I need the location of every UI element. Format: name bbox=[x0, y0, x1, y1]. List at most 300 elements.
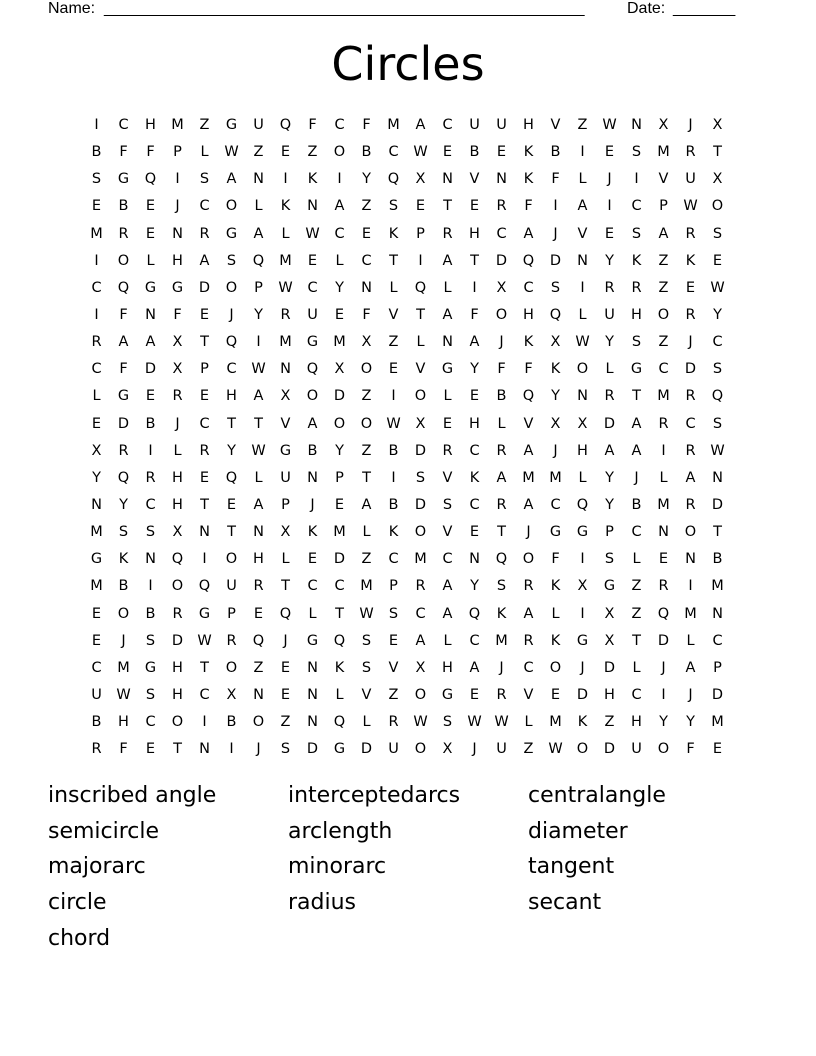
grid-letter: N bbox=[631, 117, 642, 133]
grid-letter: Q bbox=[333, 714, 346, 731]
grid-letter: F bbox=[362, 306, 371, 323]
grid-letter: M bbox=[657, 496, 670, 513]
grid-letter: M bbox=[549, 469, 562, 486]
grid-letter: E bbox=[253, 605, 264, 622]
grid-letter: L bbox=[686, 632, 695, 649]
grid-letter: Z bbox=[523, 741, 534, 758]
grid-letter: M bbox=[90, 524, 103, 541]
grid-letter: X bbox=[280, 524, 291, 541]
grid-letter: M bbox=[90, 225, 103, 242]
grid-letter: S bbox=[550, 279, 561, 296]
grid-letter: C bbox=[523, 659, 534, 676]
grid-letter: O bbox=[171, 578, 184, 595]
grid-letter: E bbox=[280, 659, 291, 676]
grid-letter: H bbox=[172, 252, 183, 269]
grid-letter: T bbox=[281, 578, 290, 595]
grid-letter: C bbox=[658, 361, 669, 378]
grid-letter: M bbox=[279, 252, 292, 269]
grid-letter: U bbox=[280, 469, 291, 486]
grid-letter: E bbox=[145, 225, 156, 242]
grid-letter: R bbox=[685, 442, 696, 459]
grid-letter: Z bbox=[307, 144, 318, 161]
word-list-item: diameter bbox=[528, 818, 628, 844]
grid-letter: K bbox=[118, 551, 129, 568]
grid-letter: H bbox=[523, 306, 534, 323]
grid-letter: L bbox=[362, 524, 371, 541]
grid-letter: K bbox=[577, 714, 588, 731]
grid-letter: T bbox=[227, 524, 236, 541]
grid-letter: Y bbox=[119, 496, 128, 513]
grid-letter: H bbox=[226, 388, 237, 405]
grid-letter: U bbox=[307, 306, 318, 323]
grid-letter: E bbox=[91, 415, 102, 432]
grid-letter: O bbox=[225, 659, 238, 676]
grid-letter: L bbox=[254, 198, 263, 215]
grid-letter: Q bbox=[711, 388, 724, 405]
grid-letter: A bbox=[226, 171, 237, 188]
grid-letter: R bbox=[91, 334, 102, 351]
grid-letter: B bbox=[712, 551, 723, 568]
grid-letter: O bbox=[333, 415, 346, 432]
grid-letter: S bbox=[361, 632, 372, 649]
grid-letter: O bbox=[684, 524, 697, 541]
grid-letter: I bbox=[661, 442, 666, 459]
grid-letter: L bbox=[173, 442, 182, 459]
grid-letter: Q bbox=[198, 578, 211, 595]
grid-letter: N bbox=[577, 388, 588, 405]
grid-letter: M bbox=[360, 578, 373, 595]
grid-letter: A bbox=[253, 496, 264, 513]
grid-letter: L bbox=[389, 279, 398, 296]
grid-letter: R bbox=[496, 442, 507, 459]
word-list-item: centralangle bbox=[528, 783, 666, 808]
grid-letter: C bbox=[199, 415, 210, 432]
grid-letter: M bbox=[711, 578, 724, 595]
letter-grid bbox=[83, 115, 731, 766]
grid-letter: X bbox=[496, 279, 507, 296]
grid-letter: P bbox=[200, 361, 209, 378]
grid-letter: G bbox=[198, 605, 211, 622]
grid-letter: A bbox=[496, 469, 507, 486]
grid-letter: F bbox=[470, 306, 479, 323]
grid-letter: F bbox=[308, 117, 317, 133]
grid-letter: O bbox=[414, 686, 427, 703]
grid-letter: M bbox=[684, 605, 697, 622]
grid-letter: L bbox=[497, 415, 506, 432]
grid-letter: G bbox=[171, 279, 184, 296]
grid-letter: K bbox=[469, 469, 480, 486]
grid-letter: I bbox=[94, 117, 99, 133]
grid-letter: R bbox=[496, 198, 507, 215]
grid-letter: G bbox=[576, 524, 589, 541]
grid-letter: Q bbox=[522, 388, 535, 405]
grid-letter: N bbox=[253, 171, 264, 188]
grid-letter: R bbox=[523, 632, 534, 649]
grid-letter: A bbox=[658, 225, 669, 242]
grid-letter: I bbox=[634, 171, 639, 188]
grid-letter: F bbox=[686, 741, 695, 758]
grid-letter: C bbox=[334, 578, 345, 595]
grid-letter: L bbox=[443, 388, 452, 405]
grid-letter: A bbox=[442, 605, 453, 622]
word-list-item: chord bbox=[48, 925, 111, 951]
grid-letter: I bbox=[175, 171, 180, 188]
grid-letter: E bbox=[469, 686, 480, 703]
grid-letter: R bbox=[685, 306, 696, 323]
grid-letter: C bbox=[712, 632, 723, 649]
grid-letter: T bbox=[470, 252, 479, 269]
grid-letter: Z bbox=[658, 252, 669, 269]
grid-letter: X bbox=[658, 117, 669, 133]
grid-letter: B bbox=[631, 496, 642, 513]
grid-letter: X bbox=[361, 334, 372, 351]
grid-letter: C bbox=[91, 361, 102, 378]
grid-letter: E bbox=[712, 252, 723, 269]
grid-letter: L bbox=[92, 388, 101, 405]
grid-letter: W bbox=[710, 279, 725, 296]
grid-letter: R bbox=[496, 686, 507, 703]
grid-letter: H bbox=[172, 686, 183, 703]
grid-letter: M bbox=[657, 144, 670, 161]
grid-letter: Z bbox=[253, 144, 264, 161]
grid-letter: V bbox=[658, 171, 669, 188]
grid-letter: D bbox=[171, 632, 184, 649]
grid-letter: H bbox=[253, 551, 264, 568]
grid-letter: X bbox=[550, 334, 561, 351]
word-list-item: majorarc bbox=[48, 854, 146, 880]
grid-letter: Q bbox=[576, 496, 589, 513]
grid-letter: Q bbox=[657, 605, 670, 622]
grid-letter: C bbox=[496, 225, 507, 242]
grid-letter: K bbox=[523, 334, 534, 351]
grid-letter: R bbox=[658, 415, 669, 432]
grid-letter: M bbox=[414, 551, 427, 568]
date-field[interactable]: _______ bbox=[673, 0, 736, 17]
grid-letter: J bbox=[256, 741, 261, 758]
grid-letter: D bbox=[333, 551, 346, 568]
grid-letter: Y bbox=[335, 442, 344, 459]
grid-letter: K bbox=[523, 144, 534, 161]
grid-letter: X bbox=[334, 361, 345, 378]
grid-letter: M bbox=[90, 578, 103, 595]
grid-letter: Y bbox=[254, 306, 263, 323]
grid-letter: H bbox=[523, 117, 534, 133]
grid-letter: Z bbox=[199, 117, 210, 133]
grid-letter: E bbox=[145, 198, 156, 215]
grid-letter: V bbox=[469, 171, 480, 188]
grid-letter: C bbox=[712, 334, 723, 351]
grid-letter: T bbox=[443, 198, 452, 215]
grid-letter: K bbox=[388, 524, 399, 541]
grid-letter: T bbox=[254, 415, 263, 432]
grid-letter: Q bbox=[468, 605, 481, 622]
grid-letter: W bbox=[278, 279, 293, 296]
grid-letter: D bbox=[117, 415, 130, 432]
grid-letter: E bbox=[226, 496, 237, 513]
grid-letter: N bbox=[307, 714, 318, 731]
grid-letter: S bbox=[631, 144, 642, 161]
grid-letter: C bbox=[388, 144, 399, 161]
grid-letter: Q bbox=[279, 605, 292, 622]
grid-letter: A bbox=[577, 198, 588, 215]
grid-letter: S bbox=[712, 361, 723, 378]
word-list-item: radius bbox=[288, 890, 357, 916]
grid-letter: H bbox=[172, 496, 183, 513]
grid-letter: J bbox=[310, 496, 315, 513]
grid-letter: A bbox=[442, 578, 453, 595]
grid-letter: L bbox=[578, 306, 587, 323]
grid-letter: X bbox=[577, 415, 588, 432]
grid-letter: I bbox=[94, 252, 99, 269]
grid-letter: G bbox=[117, 388, 130, 405]
grid-letter: O bbox=[495, 306, 508, 323]
word-list-item: semicircle bbox=[48, 818, 160, 844]
grid-letter: V bbox=[388, 659, 399, 676]
grid-letter: Q bbox=[522, 252, 535, 269]
grid-letter: T bbox=[227, 415, 236, 432]
grid-letter: N bbox=[145, 551, 156, 568]
grid-letter: R bbox=[658, 578, 669, 595]
grid-letter: U bbox=[604, 306, 615, 323]
grid-letter: Y bbox=[686, 714, 695, 731]
grid-letter: R bbox=[91, 741, 102, 758]
name-field[interactable]: ______________________________________________________ bbox=[104, 0, 585, 17]
grid-letter: D bbox=[414, 496, 427, 513]
grid-letter: E bbox=[469, 388, 480, 405]
grid-letter: O bbox=[333, 144, 346, 161]
grid-letter: G bbox=[603, 578, 616, 595]
grid-letter: P bbox=[173, 144, 182, 161]
grid-letter: W bbox=[197, 632, 212, 649]
grid-letter: N bbox=[442, 171, 453, 188]
grid-letter: B bbox=[361, 144, 372, 161]
grid-letter: R bbox=[442, 225, 453, 242]
grid-letter: J bbox=[175, 198, 180, 215]
grid-letter: C bbox=[226, 361, 237, 378]
grid-letter: C bbox=[334, 225, 345, 242]
grid-letter: K bbox=[280, 198, 291, 215]
grid-letter: H bbox=[172, 469, 183, 486]
grid-letter: B bbox=[145, 605, 156, 622]
word-list-item: tangent bbox=[528, 854, 615, 880]
grid-letter: L bbox=[632, 551, 641, 568]
grid-letter: X bbox=[415, 171, 426, 188]
grid-letter: L bbox=[605, 361, 614, 378]
grid-letter: E bbox=[199, 306, 210, 323]
grid-letter: E bbox=[91, 605, 102, 622]
grid-letter: S bbox=[145, 686, 156, 703]
grid-letter: V bbox=[577, 225, 588, 242]
grid-letter: Q bbox=[495, 551, 508, 568]
grid-letter: U bbox=[496, 741, 507, 758]
grid-letter: Z bbox=[631, 578, 642, 595]
grid-letter: O bbox=[549, 659, 562, 676]
grid-letter: H bbox=[118, 714, 129, 731]
grid-letter: O bbox=[171, 714, 184, 731]
grid-letter: K bbox=[685, 252, 696, 269]
grid-letter: O bbox=[414, 741, 427, 758]
grid-letter: A bbox=[307, 415, 318, 432]
grid-letter: R bbox=[604, 279, 615, 296]
grid-letter: R bbox=[172, 388, 183, 405]
grid-letter: Y bbox=[227, 442, 236, 459]
grid-letter: F bbox=[146, 144, 155, 161]
page-title: Circles bbox=[331, 37, 485, 91]
grid-letter: L bbox=[416, 334, 425, 351]
grid-letter: U bbox=[685, 171, 696, 188]
grid-letter: T bbox=[497, 524, 506, 541]
grid-letter: L bbox=[551, 605, 560, 622]
grid-letter: R bbox=[685, 388, 696, 405]
grid-letter: O bbox=[576, 361, 589, 378]
grid-letter: H bbox=[631, 306, 642, 323]
grid-letter: D bbox=[711, 686, 724, 703]
grid-letter: C bbox=[307, 279, 318, 296]
grid-letter: N bbox=[658, 524, 669, 541]
grid-letter: I bbox=[553, 198, 558, 215]
grid-letter: Q bbox=[144, 171, 157, 188]
grid-letter: Z bbox=[361, 551, 372, 568]
grid-letter: P bbox=[227, 605, 236, 622]
grid-letter: O bbox=[522, 551, 535, 568]
grid-letter: X bbox=[91, 442, 102, 459]
grid-letter: A bbox=[523, 605, 534, 622]
grid-letter: I bbox=[391, 469, 396, 486]
grid-letter: J bbox=[688, 334, 693, 351]
grid-letter: I bbox=[607, 198, 612, 215]
grid-letter: R bbox=[199, 225, 210, 242]
grid-letter: S bbox=[388, 605, 399, 622]
grid-letter: S bbox=[118, 524, 129, 541]
grid-letter: Z bbox=[253, 659, 264, 676]
grid-letter: F bbox=[173, 306, 182, 323]
grid-letter: M bbox=[333, 524, 346, 541]
grid-letter: K bbox=[550, 361, 561, 378]
grid-letter: W bbox=[413, 714, 428, 731]
grid-letter: K bbox=[334, 659, 345, 676]
grid-letter: Q bbox=[333, 632, 346, 649]
grid-letter: E bbox=[334, 496, 345, 513]
grid-letter: R bbox=[415, 578, 426, 595]
grid-letter: C bbox=[91, 659, 102, 676]
grid-letter: X bbox=[604, 632, 615, 649]
grid-letter: E bbox=[496, 144, 507, 161]
grid-letter: O bbox=[252, 714, 265, 731]
grid-letter: Z bbox=[604, 714, 615, 731]
grid-letter: T bbox=[632, 632, 641, 649]
grid-letter: P bbox=[605, 524, 614, 541]
grid-letter: M bbox=[711, 714, 724, 731]
grid-letter: S bbox=[91, 171, 102, 188]
grid-letter: S bbox=[388, 198, 399, 215]
grid-letter: M bbox=[117, 659, 130, 676]
grid-letter: W bbox=[386, 415, 401, 432]
grid-letter: R bbox=[388, 714, 399, 731]
grid-letter: I bbox=[661, 686, 666, 703]
grid-letter: N bbox=[280, 361, 291, 378]
grid-letter: X bbox=[442, 741, 453, 758]
grid-letter: E bbox=[658, 551, 669, 568]
grid-letter: R bbox=[523, 578, 534, 595]
grid-letter: C bbox=[631, 524, 642, 541]
grid-letter: A bbox=[604, 442, 615, 459]
grid-letter: R bbox=[604, 388, 615, 405]
grid-letter: O bbox=[306, 388, 319, 405]
grid-letter: L bbox=[281, 551, 290, 568]
grid-letter: Q bbox=[117, 279, 130, 296]
grid-letter: T bbox=[713, 144, 722, 161]
grid-letter: P bbox=[335, 469, 344, 486]
grid-letter: O bbox=[117, 252, 130, 269]
grid-letter: A bbox=[523, 442, 534, 459]
grid-letter: E bbox=[442, 415, 453, 432]
grid-letter: T bbox=[389, 252, 398, 269]
grid-letter: P bbox=[254, 279, 263, 296]
grid-letter: R bbox=[199, 442, 210, 459]
grid-letter: B bbox=[388, 496, 399, 513]
grid-letter: X bbox=[550, 415, 561, 432]
grid-letter: E bbox=[388, 632, 399, 649]
grid-letter: Z bbox=[631, 605, 642, 622]
grid-letter: J bbox=[472, 741, 477, 758]
grid-letter: S bbox=[712, 225, 723, 242]
grid-letter: X bbox=[415, 659, 426, 676]
grid-letter: F bbox=[119, 741, 128, 758]
grid-letter: K bbox=[631, 252, 642, 269]
grid-letter: D bbox=[144, 361, 157, 378]
grid-letter: A bbox=[631, 442, 642, 459]
grid-letter: A bbox=[118, 334, 129, 351]
grid-letter: V bbox=[361, 686, 372, 703]
grid-letter: E bbox=[469, 198, 480, 215]
grid-letter: O bbox=[657, 306, 670, 323]
grid-letter: E bbox=[91, 632, 102, 649]
grid-letter: Z bbox=[361, 442, 372, 459]
grid-letter: C bbox=[334, 117, 345, 133]
grid-letter: S bbox=[145, 524, 156, 541]
grid-letter: J bbox=[553, 442, 558, 459]
grid-letter: A bbox=[145, 334, 156, 351]
grid-letter: U bbox=[91, 686, 102, 703]
grid-letter: V bbox=[523, 415, 534, 432]
grid-letter: C bbox=[469, 442, 480, 459]
grid-letter: R bbox=[280, 306, 291, 323]
grid-letter: I bbox=[256, 334, 261, 351]
grid-letter: A bbox=[685, 659, 696, 676]
grid-letter: S bbox=[496, 578, 507, 595]
grid-letter: L bbox=[335, 686, 344, 703]
grid-letter: M bbox=[387, 117, 400, 133]
grid-letter: A bbox=[253, 225, 264, 242]
grid-letter: B bbox=[307, 442, 318, 459]
grid-letter: I bbox=[229, 741, 234, 758]
grid-letter: M bbox=[171, 117, 184, 133]
grid-letter: W bbox=[575, 334, 590, 351]
grid-letter: F bbox=[551, 171, 560, 188]
grid-letter: L bbox=[659, 469, 668, 486]
grid-letter: I bbox=[148, 578, 153, 595]
grid-letter: G bbox=[549, 524, 562, 541]
grid-letter: U bbox=[496, 117, 507, 133]
grid-letter: W bbox=[116, 686, 131, 703]
grid-letter: X bbox=[712, 171, 723, 188]
grid-letter: A bbox=[415, 632, 426, 649]
grid-letter: X bbox=[172, 524, 183, 541]
grid-letter: C bbox=[550, 496, 561, 513]
grid-letter: S bbox=[415, 469, 426, 486]
grid-letter: F bbox=[497, 361, 506, 378]
grid-letter: U bbox=[253, 117, 264, 133]
